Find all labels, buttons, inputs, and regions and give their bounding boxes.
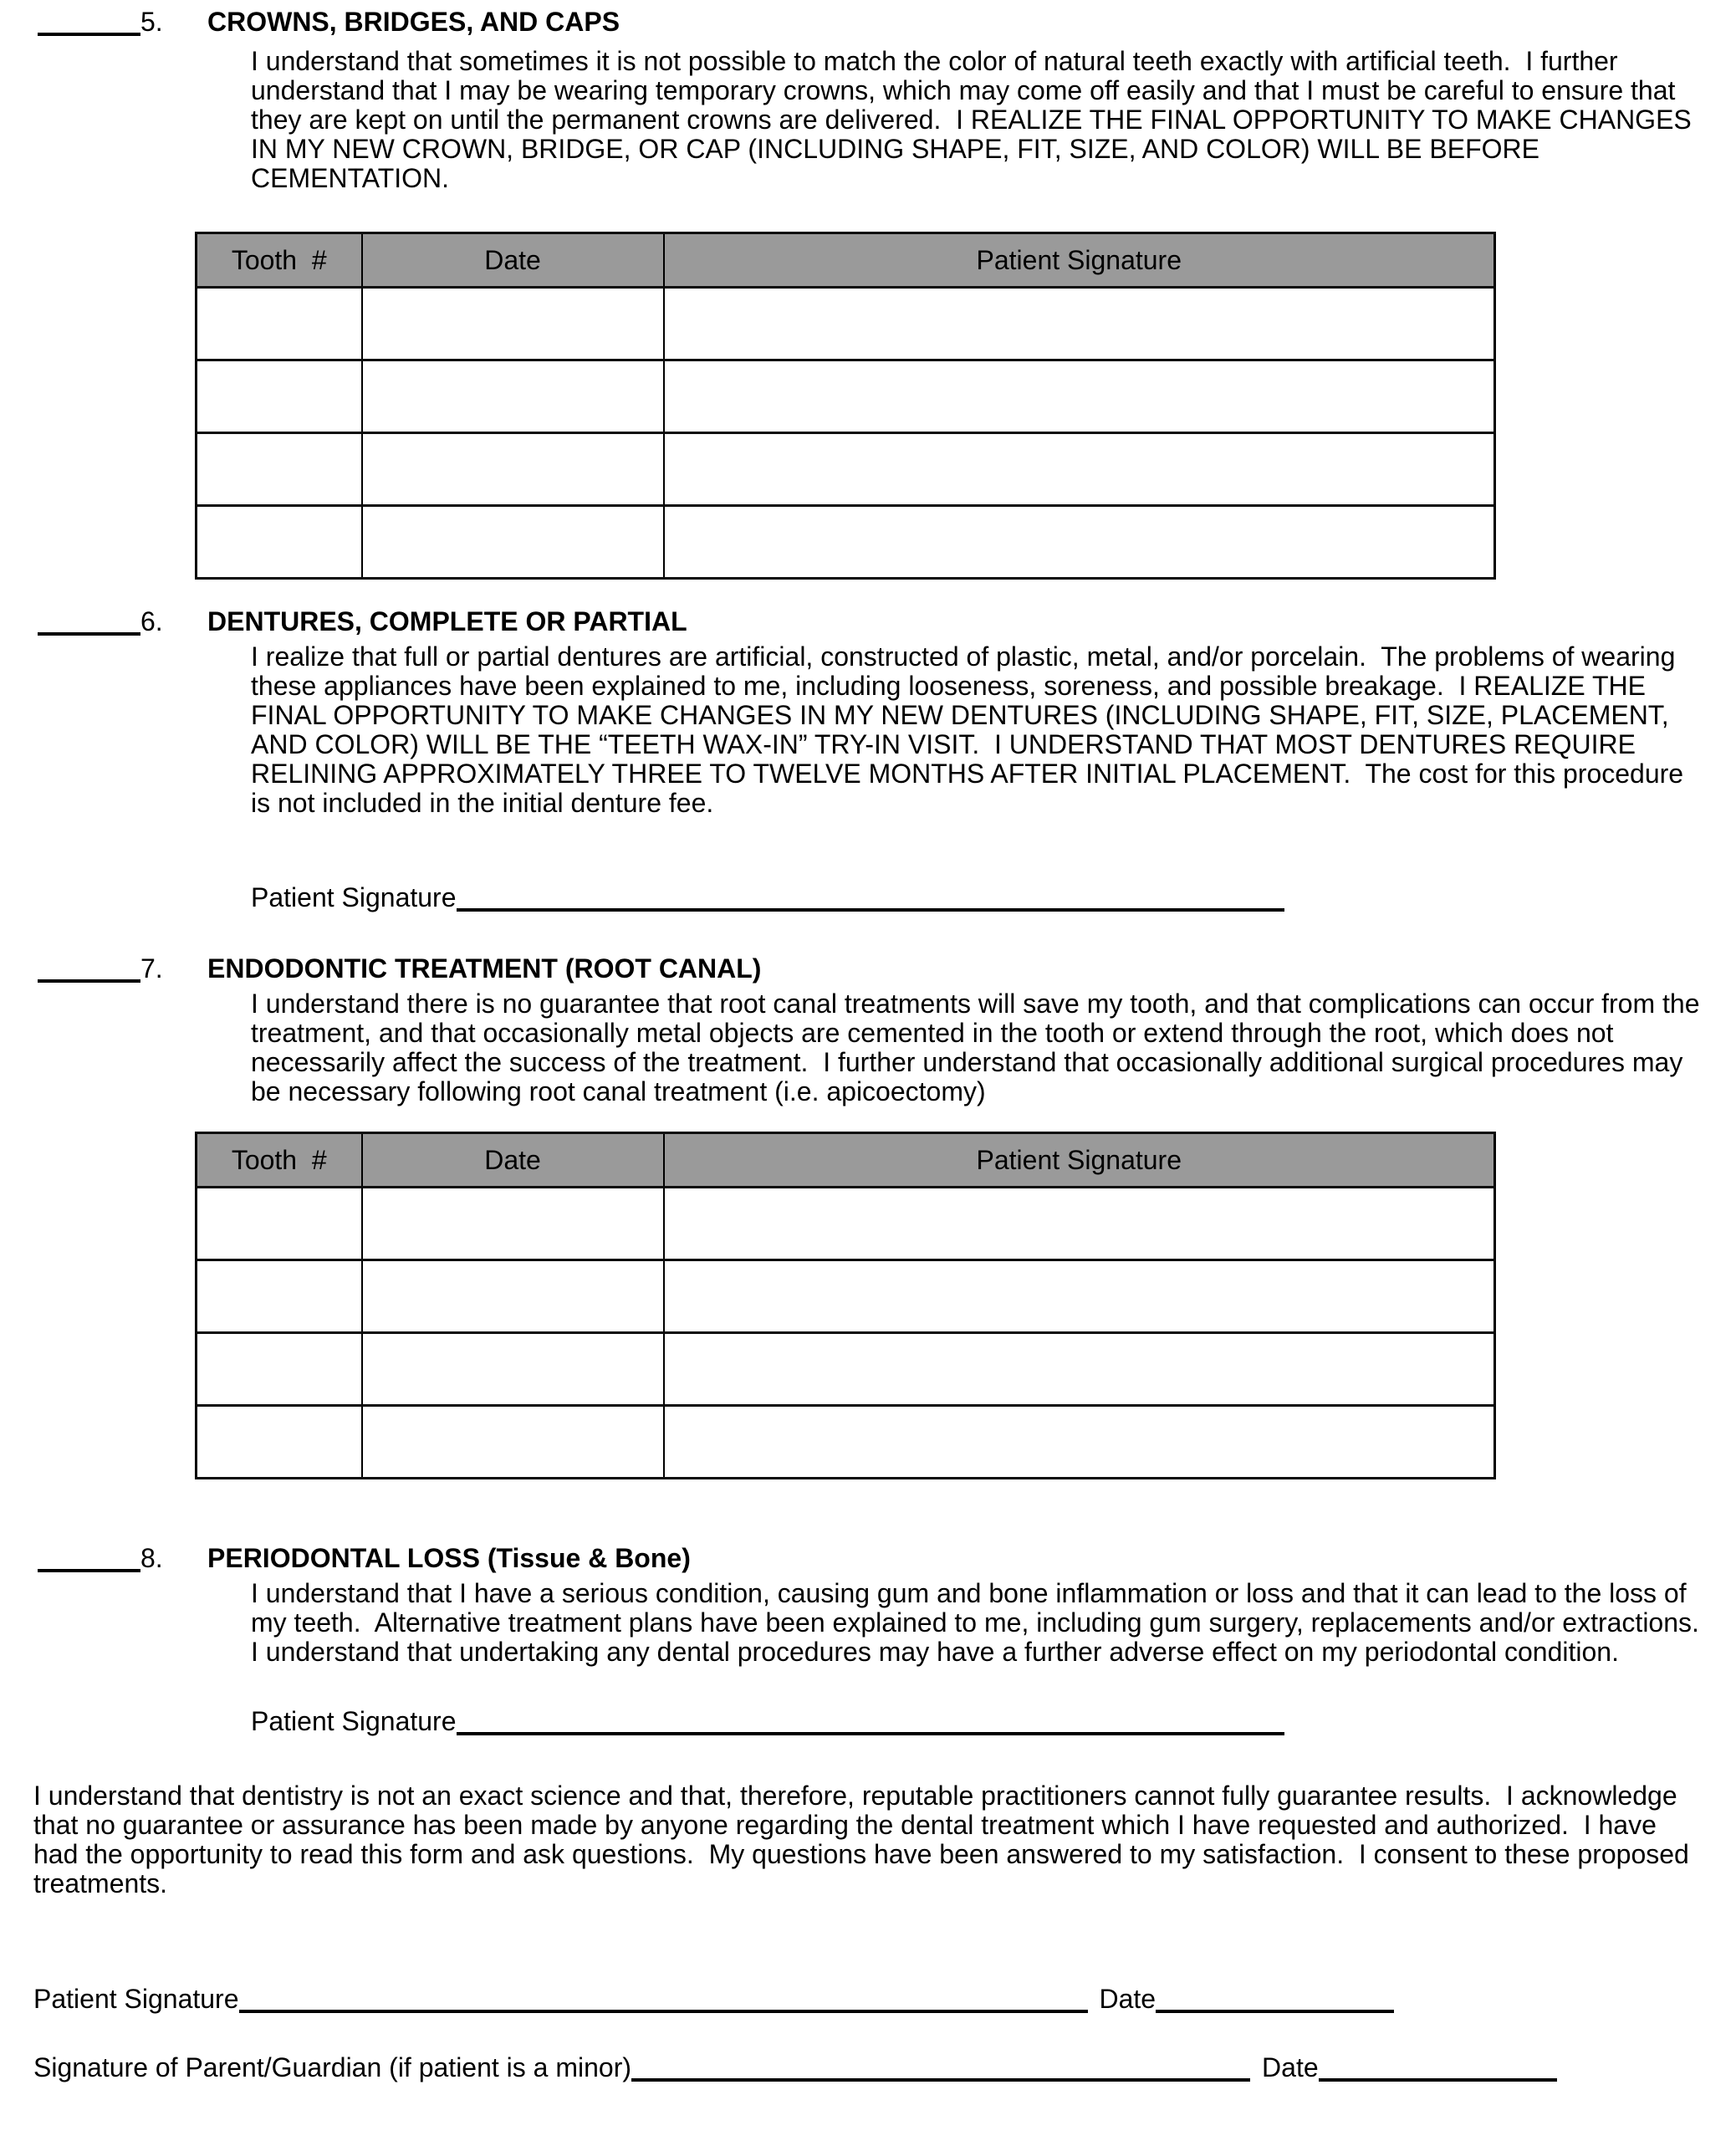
tooth-number-column-header: Tooth #: [197, 1133, 362, 1188]
date-label: Date: [1099, 1984, 1156, 2014]
date-cell[interactable]: [362, 360, 664, 433]
patient-signature-label: Patient Signature: [33, 1984, 239, 2014]
table-row: [197, 1333, 1495, 1406]
patient-signature-cell[interactable]: [664, 1406, 1495, 1479]
section-5-title: CROWNS, BRIDGES, AND CAPS: [207, 7, 620, 37]
table-row: [197, 1188, 1495, 1260]
section-dentures: [0, 605, 1736, 914]
table-row: [197, 1260, 1495, 1333]
table-row: [197, 1406, 1495, 1479]
date-column-header: Date: [362, 1133, 664, 1188]
section-6-initials-blank-line[interactable]: [38, 611, 140, 636]
tooth-number-cell[interactable]: [197, 1333, 362, 1406]
section-6-number: 6.: [140, 606, 163, 636]
patient-signature-line[interactable]: [457, 887, 1284, 912]
section-5-number: 5.: [140, 7, 163, 37]
patient-signature-cell[interactable]: [664, 506, 1495, 579]
tooth-number-cell[interactable]: [197, 288, 362, 360]
date-cell[interactable]: [362, 1260, 664, 1333]
tooth-number-cell[interactable]: [197, 1260, 362, 1333]
table-row: [197, 288, 1495, 360]
section-6-heading: [38, 605, 1736, 638]
crowns-tooth-table: [195, 232, 1496, 580]
section-7-number: 7.: [140, 953, 163, 984]
table-row: [197, 433, 1495, 506]
section-6-paragraph: I realize that full or partial dentures are artificial, constructed of plastic, metal, and/or porcelain. The problems of wearing these appliances have been explained to me, including looseness, soreness, and possible breakage. I REALIZE THE FINAL OPPORTUNITY TO MAKE CHANGES IN MY NEW DENTURES (INCLUDING SHAPE, FIT, SIZE, PLACEMENT, AND COLOR) WILL BE THE “TEETH WAX-IN” TRY-IN VISIT. I UNDERSTAND THAT MOST DENTURES REQUIRE RELINING APPROXIMATELY THREE TO TWELVE MONTHS AFTER INITIAL PLACEMENT. The cost for this procedure is not included in the initial denture fee.: [251, 641, 1691, 818]
tooth-number-cell[interactable]: [197, 360, 362, 433]
section-6-signature-row: [251, 881, 1736, 914]
patient-signature-label: Patient Signature: [251, 1706, 457, 1736]
section-endodontic-treatment: [0, 952, 1736, 1479]
patient-signature-cell[interactable]: [664, 433, 1495, 506]
section-7-paragraph: I understand there is no guarantee that root canal treatments will save my tooth, and that complications can occur from the treatment, and that occasionally metal objects are cemented in the tooth or extend through the root, which does not necessarily affect the success of the treatment. I further understand that occasionally additional surgical procedures may be necessary following root canal treatment (i.e. apicoectomy): [251, 989, 1708, 1106]
section-7-heading: [38, 952, 1736, 985]
patient-signature-cell[interactable]: [664, 360, 1495, 433]
tooth-number-cell[interactable]: [197, 1188, 362, 1260]
table-row: [197, 506, 1495, 579]
patient-signature-line[interactable]: [457, 1710, 1284, 1735]
patient-signature-line[interactable]: [239, 1988, 1088, 2013]
patient-signature-cell[interactable]: [664, 1260, 1495, 1333]
section-8-signature-row: [251, 1704, 1736, 1738]
tooth-number-column-header: Tooth #: [197, 233, 362, 288]
closing-consent-paragraph: I understand that dentistry is not an exact science and that, therefore, reputable practitioners cannot fully guarantee results. I acknowledge that no guarantee or assurance has been made by anyone regarding the dental treatment which I have requested and authorized. I have had the opportunity to read this form and ask questions. My questions have been answered to my satisfaction. I consent to these proposed treatments.: [33, 1781, 1697, 1898]
table-header-row: [197, 233, 1495, 288]
tooth-number-cell[interactable]: [197, 433, 362, 506]
section-5-initials-blank-line[interactable]: [38, 11, 140, 36]
patient-signature-column-header: Patient Signature: [664, 1133, 1495, 1188]
section-6-title: DENTURES, COMPLETE OR PARTIAL: [207, 606, 687, 636]
patient-signature-column-header: Patient Signature: [664, 233, 1495, 288]
date-cell[interactable]: [362, 1333, 664, 1406]
endodontic-tooth-table: [195, 1132, 1496, 1479]
section-periodontal-loss: [0, 1541, 1736, 1738]
tooth-number-cell[interactable]: [197, 1406, 362, 1479]
section-8-initials-blank-line[interactable]: [38, 1547, 140, 1572]
parent-guardian-signature-footer-row: [33, 2051, 1736, 2084]
parent-guardian-signature-label: Signature of Parent/Guardian (if patient is a minor): [33, 2052, 632, 2082]
date-cell[interactable]: [362, 1406, 664, 1479]
section-7-title: ENDODONTIC TREATMENT (ROOT CANAL): [207, 953, 762, 984]
section-8-heading: [38, 1541, 1736, 1575]
table-row: [197, 360, 1495, 433]
date-line[interactable]: [1156, 1988, 1394, 2013]
patient-signature-label: Patient Signature: [251, 882, 457, 912]
patient-signature-cell[interactable]: [664, 288, 1495, 360]
patient-signature-cell[interactable]: [664, 1333, 1495, 1406]
tooth-number-cell[interactable]: [197, 506, 362, 579]
section-crowns-bridges-caps: [0, 5, 1736, 580]
date-cell[interactable]: [362, 288, 664, 360]
section-8-number: 8.: [140, 1543, 163, 1573]
date-cell[interactable]: [362, 433, 664, 506]
section-5-heading: [38, 5, 1736, 38]
section-7-initials-blank-line[interactable]: [38, 958, 140, 983]
date-cell[interactable]: [362, 1188, 664, 1260]
date-column-header: Date: [362, 233, 664, 288]
section-8-paragraph: I understand that I have a serious condition, causing gum and bone inflammation or loss and that it can lead to the loss of my teeth. Alternative treatment plans have been explained to me, including gum surgery, replacements and/or extractions. I understand that undertaking any dental procedures may have a further adverse effect on my periodontal condition.: [251, 1578, 1714, 1667]
parent-guardian-signature-line[interactable]: [631, 2057, 1250, 2082]
section-5-paragraph: I understand that sometimes it is not possible to match the color of natural teeth exactly with artificial teeth. I further understand that I may be wearing temporary crowns, which may come off easily and that I must be careful to ensure that they are kept on until the permanent crowns are delivered. I REALIZE THE FINAL OPPORTUNITY TO MAKE CHANGES IN MY NEW CROWN, BRIDGE, OR CAP (INCLUDING SHAPE, FIT, SIZE, AND COLOR) WILL BE BEFORE CEMENTATION.: [251, 46, 1699, 193]
patient-signature-cell[interactable]: [664, 1188, 1495, 1260]
section-8-title: PERIODONTAL LOSS (Tissue & Bone): [207, 1543, 691, 1573]
date-line[interactable]: [1319, 2057, 1557, 2082]
date-cell[interactable]: [362, 506, 664, 579]
date-label: Date: [1262, 2052, 1319, 2082]
table-header-row: [197, 1133, 1495, 1188]
patient-signature-footer-row: [33, 1982, 1736, 2016]
